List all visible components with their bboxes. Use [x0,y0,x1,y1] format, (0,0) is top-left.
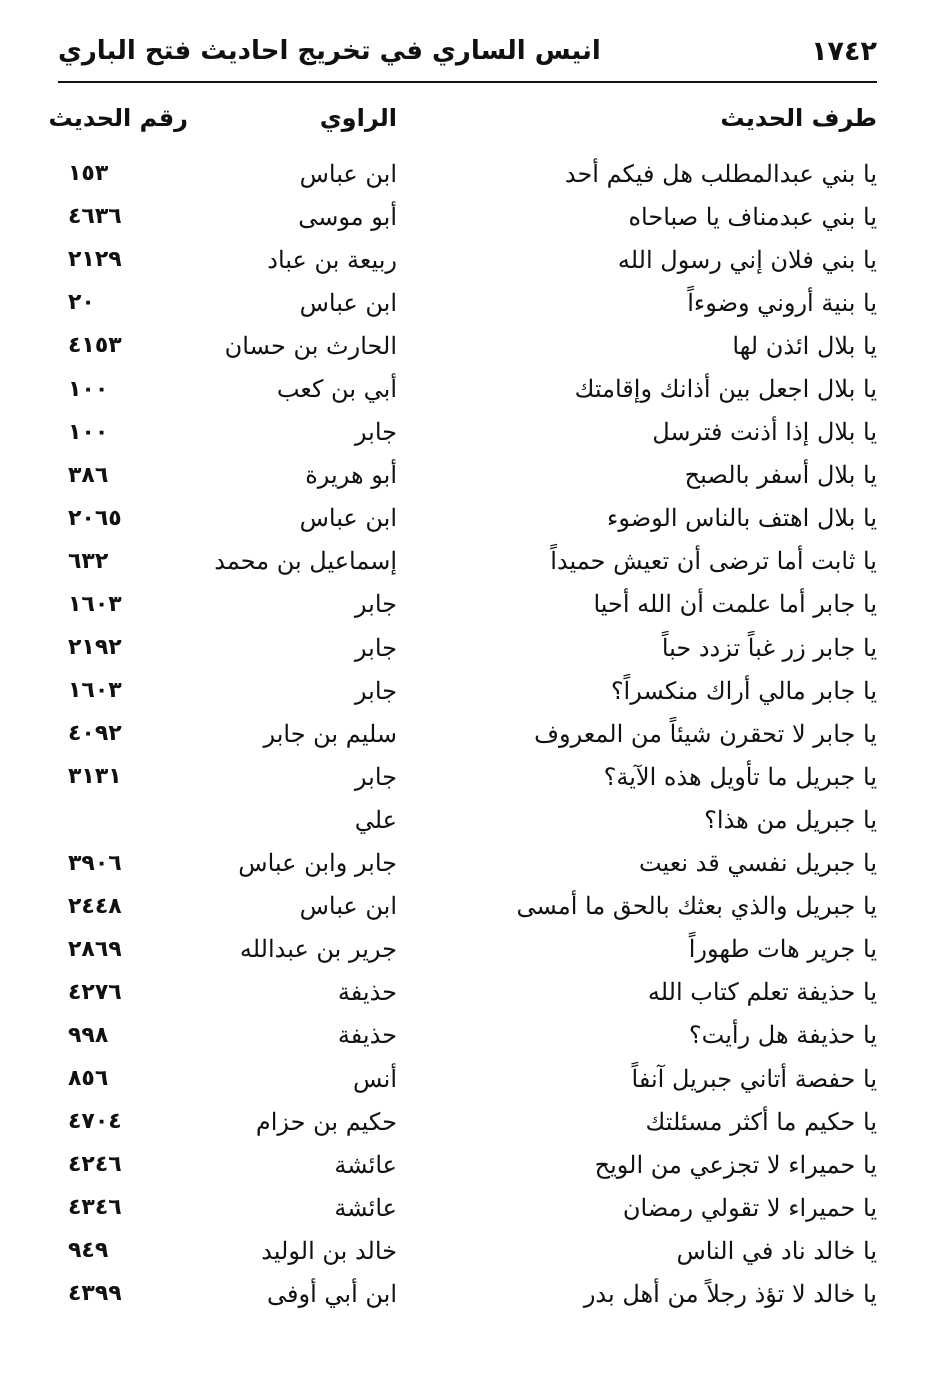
hadith-text-cell: يا جابر زر غباً تزدد حباً [661,633,877,662]
table-row [58,1014,877,1057]
hadith-text-cell: يا جبريل من هذا؟ [704,805,877,834]
narrator-cell: جرير بن عبدالله [239,935,397,964]
table-row [58,540,877,583]
hadith-text-cell: يا بلال أسفر بالصبح [684,461,877,490]
hadith-text-cell: يا جابر أما علمت أن الله أحيا [593,590,877,619]
hadith-text-cell: يا جابر مالي أراك منكسراً؟ [610,676,877,705]
hadith-text-cell: يا حميراء لا تجزعي من الويح [594,1150,877,1179]
narrator-cell: ابن عباس [299,159,397,188]
narrator-cell: أنس [353,1064,397,1093]
table-row [58,1143,877,1186]
table-row [58,281,877,324]
hadith-number-cell: ٤٣٤٦ [68,1195,122,1221]
table-row [58,1100,877,1143]
table-row [58,324,877,367]
hadith-text-cell: يا خالد لا تؤذ رجلاً من أهل بدر [583,1279,877,1308]
narrator-cell: سليم بن جابر [263,719,397,748]
page-number: ١٧٤٢ [811,35,877,67]
hadith-index-table [48,94,877,1316]
hadith-text-cell: يا بني فلان إني رسول الله [617,245,877,274]
hadith-number-cell: ٤٣٩٩ [68,1281,122,1307]
table-row [58,1057,877,1100]
hadith-text-cell: يا بلال اهتف بالناس الوضوء [607,504,877,533]
table-row [58,626,877,669]
running-head [58,30,877,72]
hadith-text-cell: يا خالد ناد في الناس [676,1236,877,1265]
table-row [58,152,877,195]
narrator-cell: حكيم بن حزام [255,1107,397,1136]
table-row [58,238,877,281]
narrator-cell: أبو هريرة [305,461,397,490]
table-row [58,1272,877,1315]
table-row [58,842,877,885]
hadith-text-cell: يا حذيفة هل رأيت؟ [688,1021,877,1050]
table-row [58,1186,877,1229]
running-title: انيس الساري في تخريج احاديث فتح الباري [58,36,601,66]
hadith-number-cell: ١٥٣ [68,161,109,187]
hadith-number-cell: ١٠٠ [68,419,109,445]
hadith-number-cell: ١٠٠ [68,376,109,402]
hadith-number-cell: ٢٠ [68,290,95,316]
hadith-number-cell: ٩٩٨ [68,1022,109,1048]
hadith-text-cell: يا حفصة أتاني جبريل آنفاً [631,1064,877,1093]
narrator-cell: إسماعيل بن محمد [214,547,397,576]
hadith-text-cell: يا حكيم ما أكثر مسئلتك [645,1107,877,1136]
hadith-text-cell: يا جابر لا تحقرن شيئاً من المعروف [534,719,877,748]
hadith-text-cell: يا بني عبدالمطلب هل فيكم أحد [564,159,877,188]
table-row [58,367,877,410]
hadith-number-cell: ٢٤٤٨ [68,893,122,919]
narrator-cell: علي [354,805,397,834]
narrator-cell: خالد بن الوليد [261,1236,397,1265]
table-row [58,798,877,841]
hadith-text-cell: يا حميراء لا تقولي رمضان [622,1193,877,1222]
hadith-number-cell: ٣٩٠٦ [68,850,122,876]
table-row [58,928,877,971]
hadith-text-cell: يا حذيفة تعلم كتاب الله [647,978,877,1007]
column-header-number: رقم الحديث [48,104,188,132]
hadith-text-cell: يا ثابت أما ترضى أن تعيش حميداً [550,547,877,576]
hadith-number-cell: ٢٠٦٥ [68,505,122,531]
table-row [58,411,877,454]
narrator-cell: جابر [354,762,397,791]
hadith-number-cell: ٢١٢٩ [68,247,122,273]
hadith-number-cell: ٤٦٣٦ [68,204,122,230]
hadith-number-cell: ٤٠٩٢ [68,721,122,747]
hadith-number-cell: ٦٣٢ [68,548,109,574]
table-row [58,583,877,626]
table-row [58,971,877,1014]
narrator-cell: جابر [354,418,397,447]
hadith-number-cell: ١٦٠٣ [68,678,122,704]
hadith-number-cell [58,798,198,841]
hadith-number-cell: ٤٢٤٦ [68,1152,122,1178]
table-row [58,497,877,540]
narrator-cell: جابر [354,676,397,705]
narrator-cell: عائشة [334,1193,397,1222]
hadith-text-cell: يا جرير هات طهوراً [688,935,877,964]
table-row [58,669,877,712]
hadith-text-cell: يا بلال ائذن لها [732,331,877,360]
narrator-cell: عائشة [334,1150,397,1179]
table-row [58,755,877,798]
hadith-number-cell: ١٦٠٣ [68,591,122,617]
hadith-text-cell: يا بلال اجعل بين أذانك وإقامتك [574,375,877,404]
hadith-number-cell: ٢١٩٢ [68,635,122,661]
table-row [58,195,877,238]
narrator-cell: جابر [354,590,397,619]
hadith-number-cell: ٢٨٦٩ [68,936,122,962]
table-row [58,454,877,497]
narrator-cell: حذيفة [337,1021,397,1050]
header-rule [58,81,877,83]
hadith-number-cell: ٤١٥٣ [68,333,122,359]
narrator-cell: جابر وابن عباس [238,849,397,878]
narrator-cell: جابر [354,633,397,662]
column-header-text: طرف الحديث [720,104,877,132]
narrator-cell: ابن أبي أوفى [267,1279,397,1308]
hadith-number-cell: ٩٤٩ [68,1238,109,1264]
narrator-cell: حذيفة [337,978,397,1007]
narrator-cell: ربيعة بن عباد [267,245,397,274]
hadith-text-cell: يا جبريل والذي بعثك بالحق ما أمسى [516,892,877,921]
table-row [58,712,877,755]
hadith-number-cell: ٨٥٦ [68,1066,109,1092]
hadith-text-cell: يا جبريل ما تأويل هذه الآية؟ [603,762,877,791]
hadith-number-cell: ٤٧٠٤ [68,1109,122,1135]
hadith-number-cell: ٣٨٦ [68,462,109,488]
table-row [58,1229,877,1272]
hadith-number-cell: ٤٢٧٦ [68,979,122,1005]
hadith-text-cell: يا بلال إذا أذنت فترسل [652,418,877,447]
hadith-number-cell: ٣١٣١ [68,764,122,790]
narrator-cell: أبي بن كعب [276,375,397,404]
column-header-narrator: الراوي [319,104,397,132]
hadith-text-cell: يا جبريل نفسي قد نعيت [638,849,877,878]
narrator-cell: أبو موسى [298,202,397,231]
table-header-row [48,94,877,142]
narrator-cell: ابن عباس [299,288,397,317]
narrator-cell: ابن عباس [299,504,397,533]
hadith-text-cell: يا بنية أروني وضوءاً [687,288,877,317]
narrator-cell: ابن عباس [299,892,397,921]
table-row [58,885,877,928]
hadith-text-cell: يا بني عبدمناف يا صباحاه [628,202,877,231]
narrator-cell: الحارث بن حسان [224,331,397,360]
